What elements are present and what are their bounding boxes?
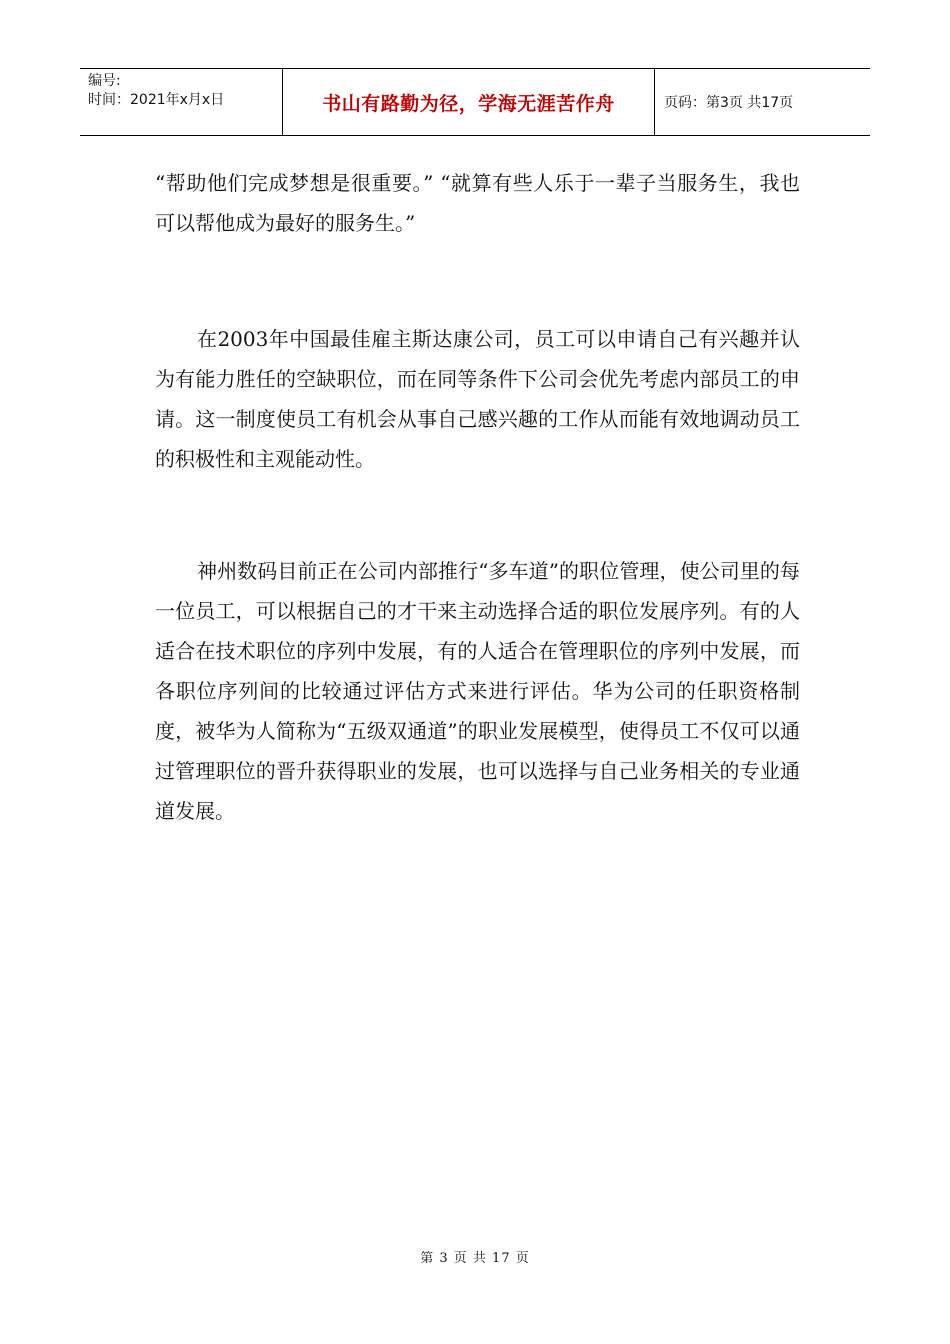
header-page-info: 页码：第3页 共17页 [664,95,794,111]
paragraph-digital-china: 神州数码目前正在公司内部推行“多车道”的职位管理，使公司里的每一位员工，可以根据自己的才干来主动选择合适的职位发展序列。有的人适合在技术职位的序列中发展，有的人适合在管理职位的序列中发展，而各职位序列间的比较通过评估方式来进行评估。华为公司的任职资格制度，被华为人简称为“五级双通道”的职业发展模型，使得员工不仅可以通过管理职位的晋升获得职业的发展，也可以选择与自己业务相关的专业通道发展。 [155,559,800,823]
header-number-label: 编号: [88,73,121,89]
paragraph-quote: “帮助他们完成梦想是很重要。” “就算有些人乐于一辈子当服务生，我也可以帮他成为最好的服务生。” [155,171,800,235]
paragraph-spacer [155,479,800,551]
header-meta [80,69,282,135]
paragraph-utstarcom: 在2003年中国最佳雇主斯达康公司，员工可以申请自己有兴趣并认为有能力胜任的空缺职位，而在同等条件下公司会优先考虑内部员工的申请。这一制度使员工有机会从事自己感兴趣的工作从而能有效地调动员工的积极性和主观能动性。 [155,327,800,471]
document-header [80,68,870,136]
paragraph-spacer [155,243,800,319]
header-date: 时间：2021年x月x日 [88,92,225,108]
header-motto: 书山有路勤为径，学海无涯苦作舟 [282,69,655,135]
page-footer: 第 3 页 共 17 页 [420,1251,530,1266]
document-body [155,163,800,831]
